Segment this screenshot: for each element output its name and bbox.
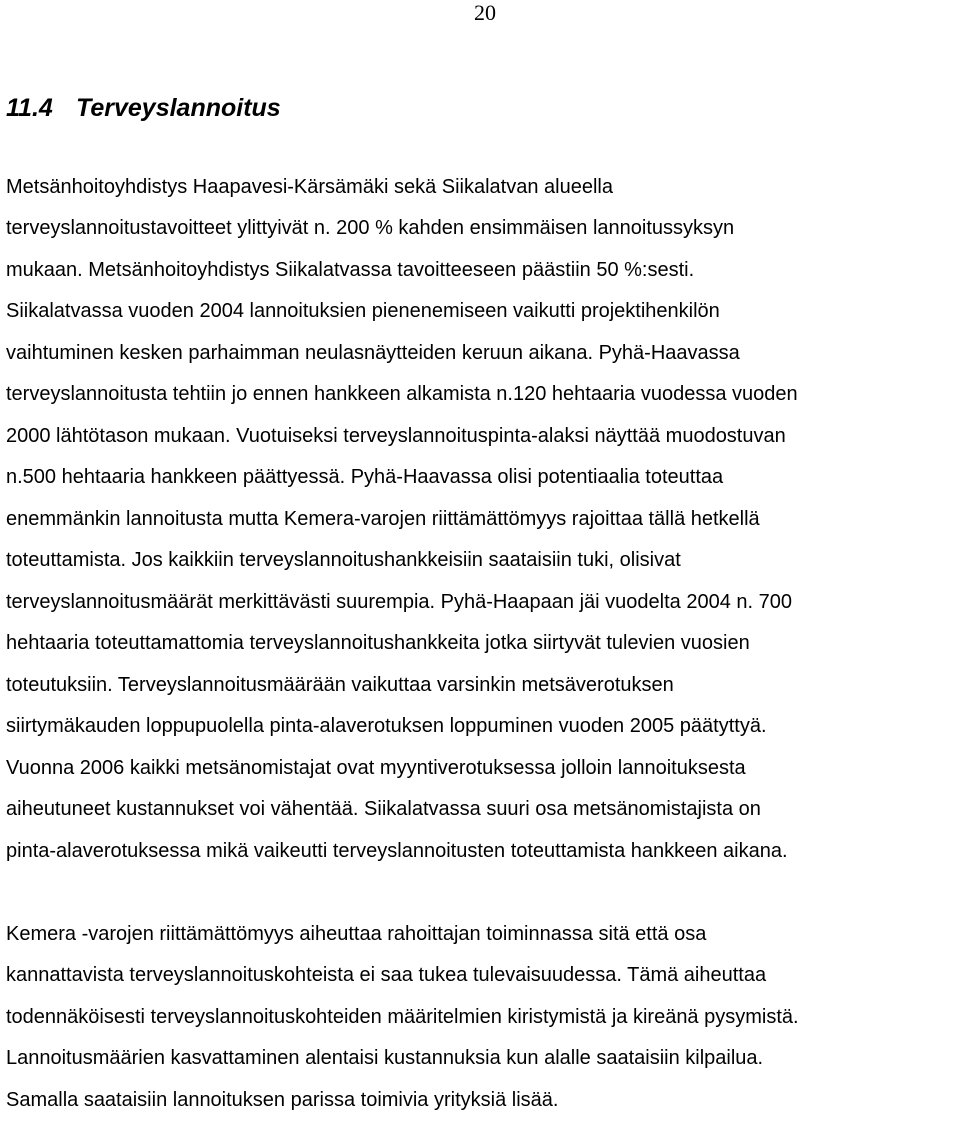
paragraph-line: terveyslannoitustavoitteet ylittyivät n. 200 % kahden ensimmäisen lannoitussyksyn <box>6 217 735 239</box>
section-heading <box>6 92 281 124</box>
paragraph-line: n.500 hehtaaria hankkeen päättyessä. Pyhä-Haavassa olisi potentiaalia toteuttaa <box>6 466 724 488</box>
paragraph-line: aiheutuneet kustannukset voi vähentää. Siikalatvassa suuri osa metsänomistajista on <box>6 798 761 820</box>
paragraph-line: todennäköisesti terveyslannoituskohteiden määritelmien kiristymistä ja kireänä pysymistä. <box>6 1006 799 1028</box>
paragraph-line: toteuttamista. Jos kaikkiin terveyslannoitushankkeisiin saataisiin tuki, olisivat <box>6 549 681 571</box>
paragraph-line: kannattavista terveyslannoituskohteista ei saa tukea tulevaisuudessa. Tämä aiheuttaa <box>6 964 767 986</box>
paragraph-line: vaihtuminen kesken parhaimman neulasnäytteiden keruun aikana. Pyhä-Haavassa <box>6 342 740 364</box>
paragraph-line: mukaan. Metsänhoitoyhdistys Siikalatvassa tavoitteeseen päästiin 50 %:sesti. <box>6 259 695 281</box>
paragraph-line: siirtymäkauden loppupuolella pinta-alaverotuksen loppuminen vuoden 2005 päätyttyä. <box>6 715 767 737</box>
paragraph-line: enemmänkin lannoitusta mutta Kemera-varojen riittämättömyys rajoittaa tällä hetkellä <box>6 508 760 530</box>
paragraph-line: toteutuksiin. Terveyslannoitusmäärään vaikuttaa varsinkin metsäverotuksen <box>6 674 674 696</box>
paragraph-line: terveyslannoitusta tehtiin jo ennen hankkeen alkamista n.120 hehtaaria vuodessa vuoden <box>6 383 798 405</box>
paragraph-line: Metsänhoitoyhdistys Haapavesi-Kärsämäki sekä Siikalatvan alueella <box>6 176 613 198</box>
section-title: Terveyslannoitus <box>76 94 281 122</box>
paragraph-line: Samalla saataisiin lannoituksen parissa toimivia yrityksiä lisää. <box>6 1089 559 1111</box>
page-number: 20 <box>474 0 496 25</box>
paragraph-line: Lannoitusmäärien kasvattaminen alentaisi kustannuksia kun alalle saataisiin kilpailua. <box>6 1047 764 1069</box>
paragraph-line: Vuonna 2006 kaikki metsänomistajat ovat myyntiverotuksessa jolloin lannoituksesta <box>6 757 746 779</box>
paragraph-line: 2000 lähtötason mukaan. Vuotuiseksi terveyslannoituspinta-alaksi näyttää muodostuvan <box>6 425 786 447</box>
paragraph-line: Siikalatvassa vuoden 2004 lannoituksien pienenemiseen vaikutti projektihenkilön <box>6 300 720 322</box>
paragraph-line: Kemera -varojen riittämättömyys aiheuttaa rahoittajan toiminnassa sitä että osa <box>6 923 707 945</box>
paragraph-line: terveyslannoitusmäärät merkittävästi suurempia. Pyhä-Haapaan jäi vuodelta 2004 n. 700 <box>6 591 792 613</box>
paragraph-line: pinta-alaverotuksessa mikä vaikeutti terveyslannoitusten toteuttamista hankkeen aikana. <box>6 840 788 862</box>
section-number: 11.4 <box>6 94 53 122</box>
paragraph-line: hehtaaria toteuttamattomia terveyslannoitushankkeita jotka siirtyvät tulevien vuosien <box>6 632 750 654</box>
